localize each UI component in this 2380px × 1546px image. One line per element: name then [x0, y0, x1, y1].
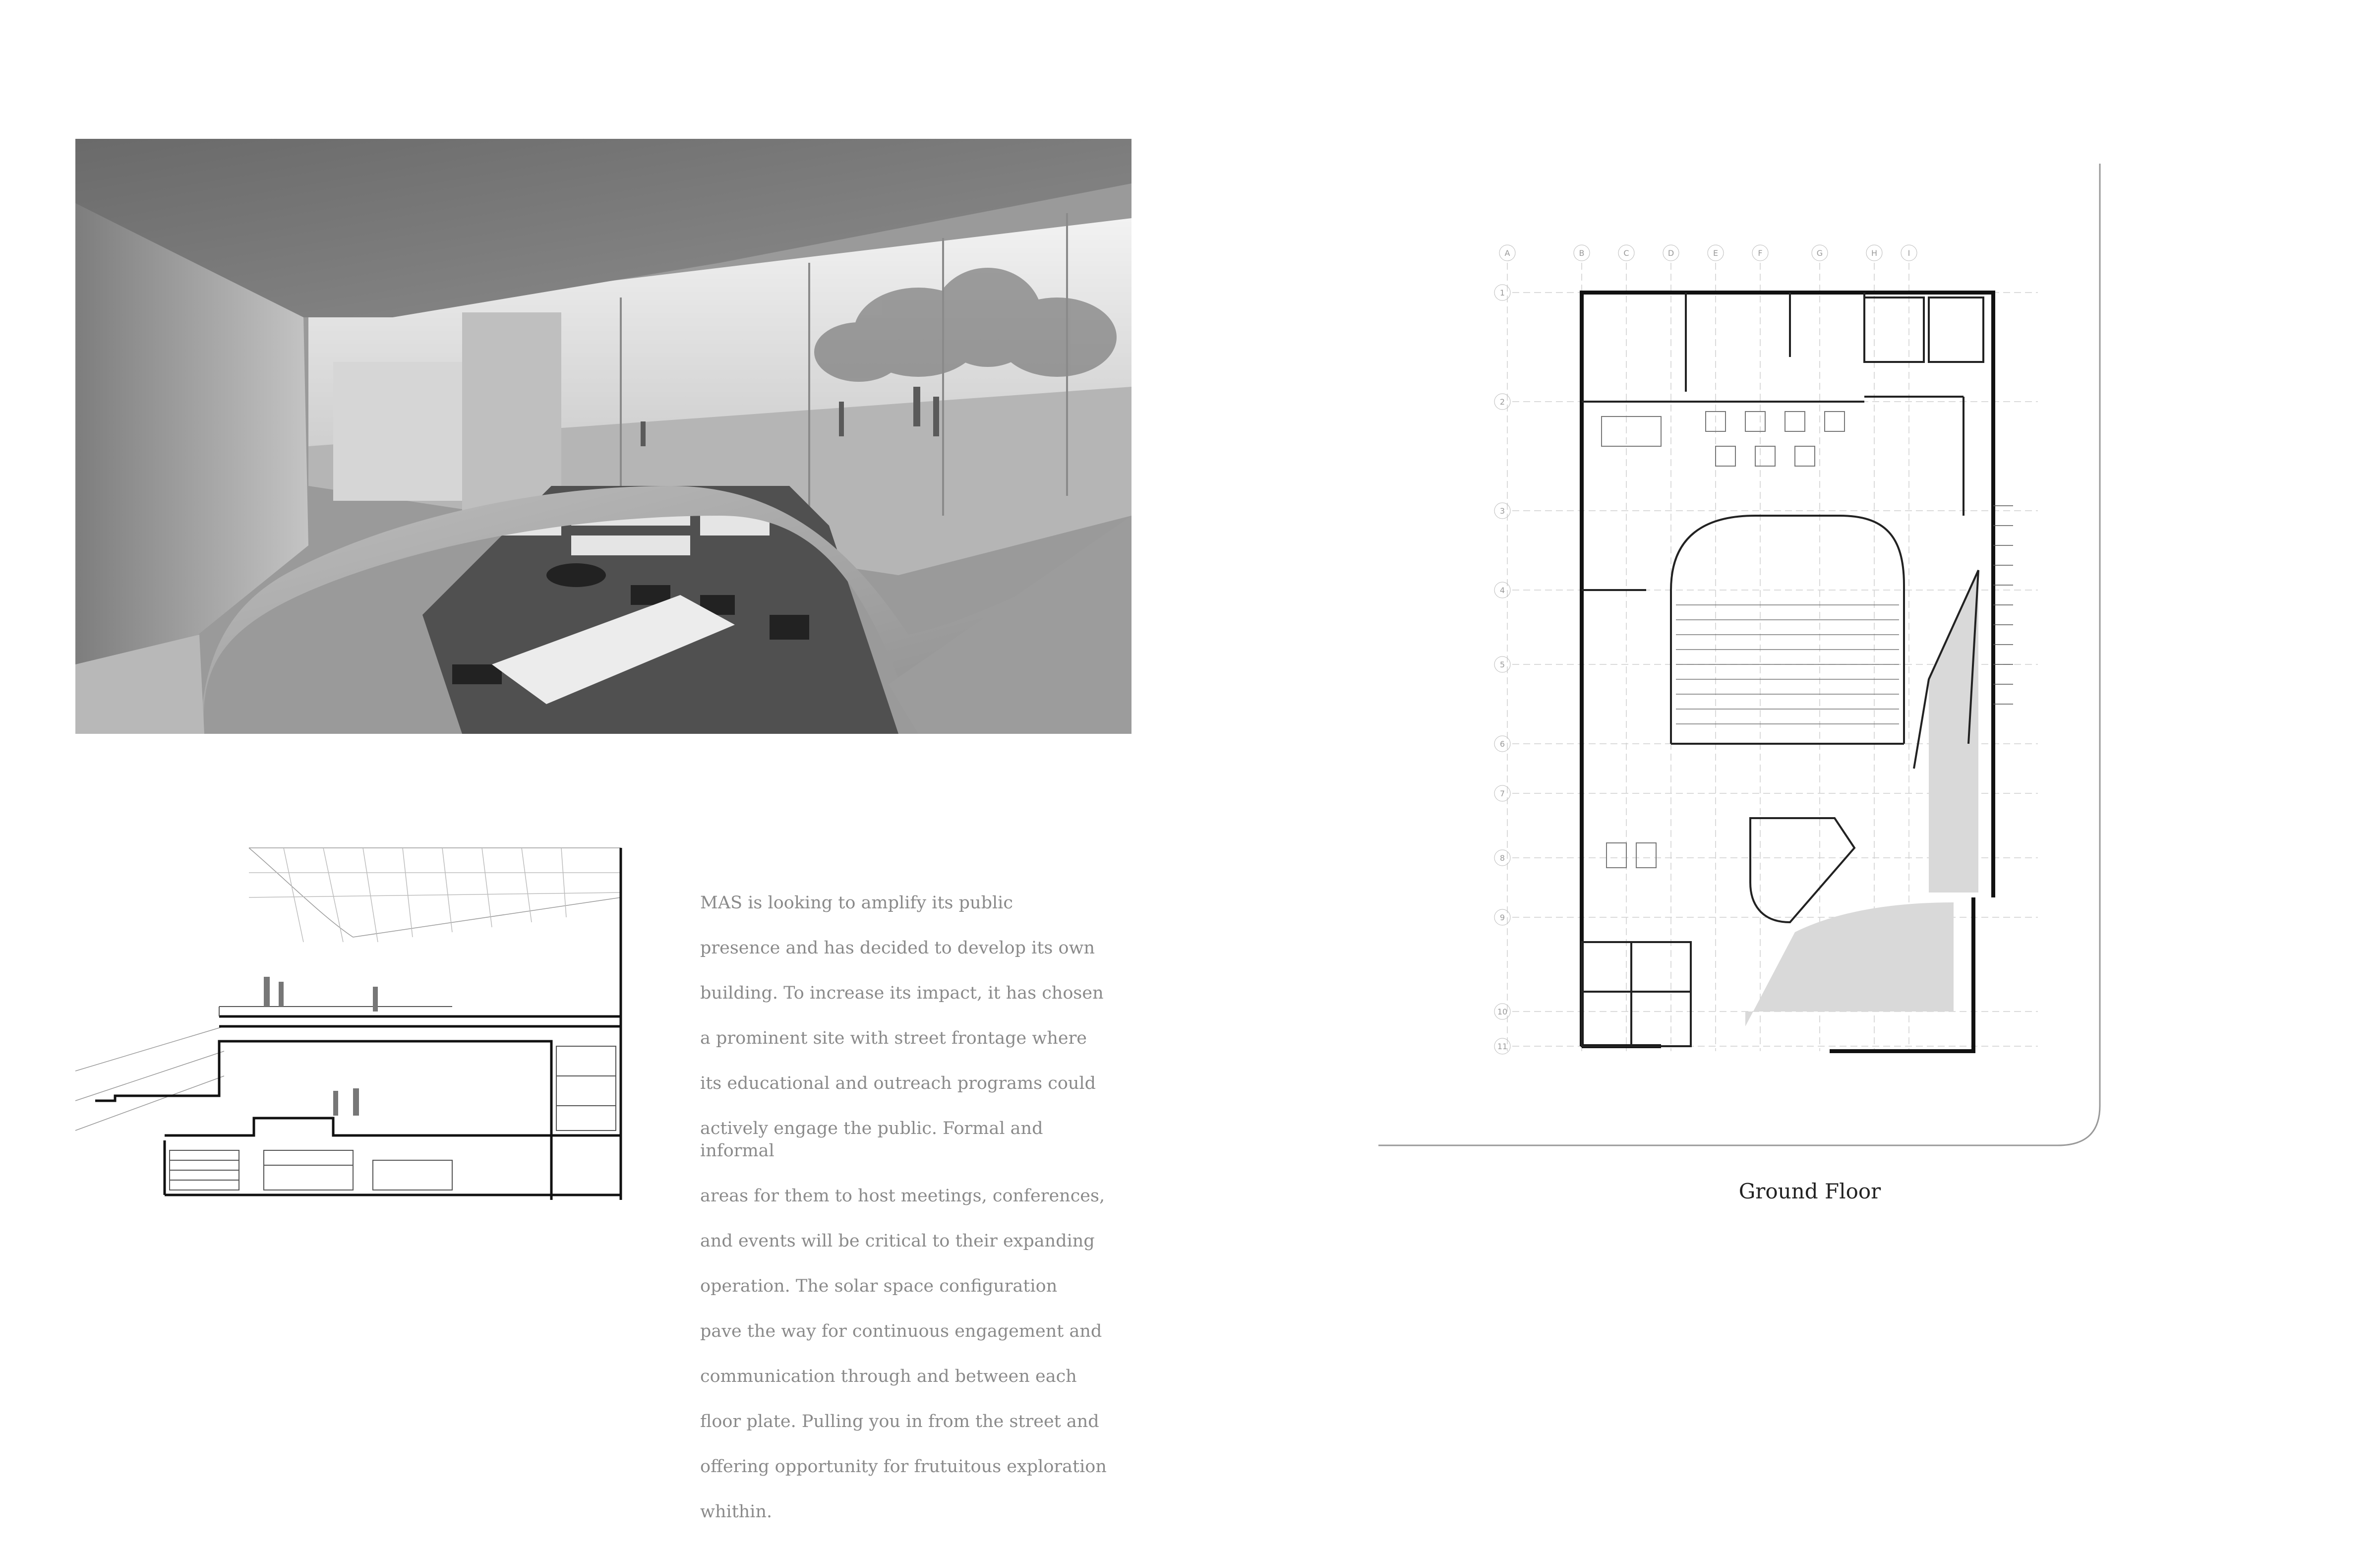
grid-column-label: D — [1667, 248, 1674, 258]
grid-row-label: 1 — [1499, 288, 1505, 297]
description-line: communication through and between each — [700, 1367, 1077, 1386]
grid-row-label: 11 — [1497, 1042, 1508, 1051]
description-line: MAS is looking to amplify its public — [700, 892, 1013, 913]
description-line: building. To increase its impact, it has chosen — [700, 983, 1104, 1003]
description-line: actively engage the public. Formal and informal — [700, 1118, 1043, 1161]
plan-linework — [1368, 159, 2112, 1145]
grid-column-label: A — [1504, 248, 1510, 258]
description-line: whithin. — [700, 1502, 773, 1522]
grid-row-label: 9 — [1499, 913, 1505, 922]
description-line: offering opportunity for frutuitous exploration — [700, 1457, 1107, 1477]
grid-column-label: I — [1907, 248, 1910, 258]
grid-row-label: 4 — [1499, 586, 1505, 595]
description-line: pave the way for continuous engagement and — [700, 1321, 1102, 1341]
description-line: and events will be critical to their expanding — [700, 1231, 1095, 1251]
interior-rendering — [75, 139, 1131, 734]
grid-row-label: 7 — [1499, 789, 1505, 798]
grid-column-label: G — [1816, 248, 1823, 258]
rendering-image — [75, 139, 1131, 734]
grid-row-label: 5 — [1499, 660, 1505, 669]
building-section-drawing — [75, 843, 626, 1200]
description-line: a prominent site with street frontage where — [700, 1028, 1087, 1048]
description-line: its educational and outreach programs could — [700, 1073, 1096, 1093]
grid-column-label: C — [1623, 248, 1629, 258]
grid-row-label: 10 — [1497, 1007, 1508, 1016]
description-line: presence and has decided to develop its own — [700, 938, 1095, 958]
description-line: areas for them to host meetings, conferences, — [700, 1186, 1105, 1206]
grid-column-label: E — [1713, 248, 1719, 258]
grid-row-label: 8 — [1499, 853, 1505, 863]
grid-column-label: H — [1871, 248, 1878, 258]
ground-floor-plan — [1368, 159, 2112, 1145]
grid-row-label: 2 — [1499, 397, 1505, 407]
section-linework — [75, 843, 626, 1200]
grid-column-label: F — [1758, 248, 1763, 258]
grid-row-label: 6 — [1499, 739, 1505, 749]
description-line: floor plate. Pulling you in from the street and — [700, 1412, 1099, 1431]
description-line: operation. The solar space configuration — [700, 1276, 1058, 1296]
project-description — [700, 869, 1122, 1546]
plan-caption: Ground Floor — [1738, 1179, 1881, 1203]
grid-row-label: 3 — [1499, 506, 1505, 516]
grid-column-label: B — [1579, 248, 1585, 258]
